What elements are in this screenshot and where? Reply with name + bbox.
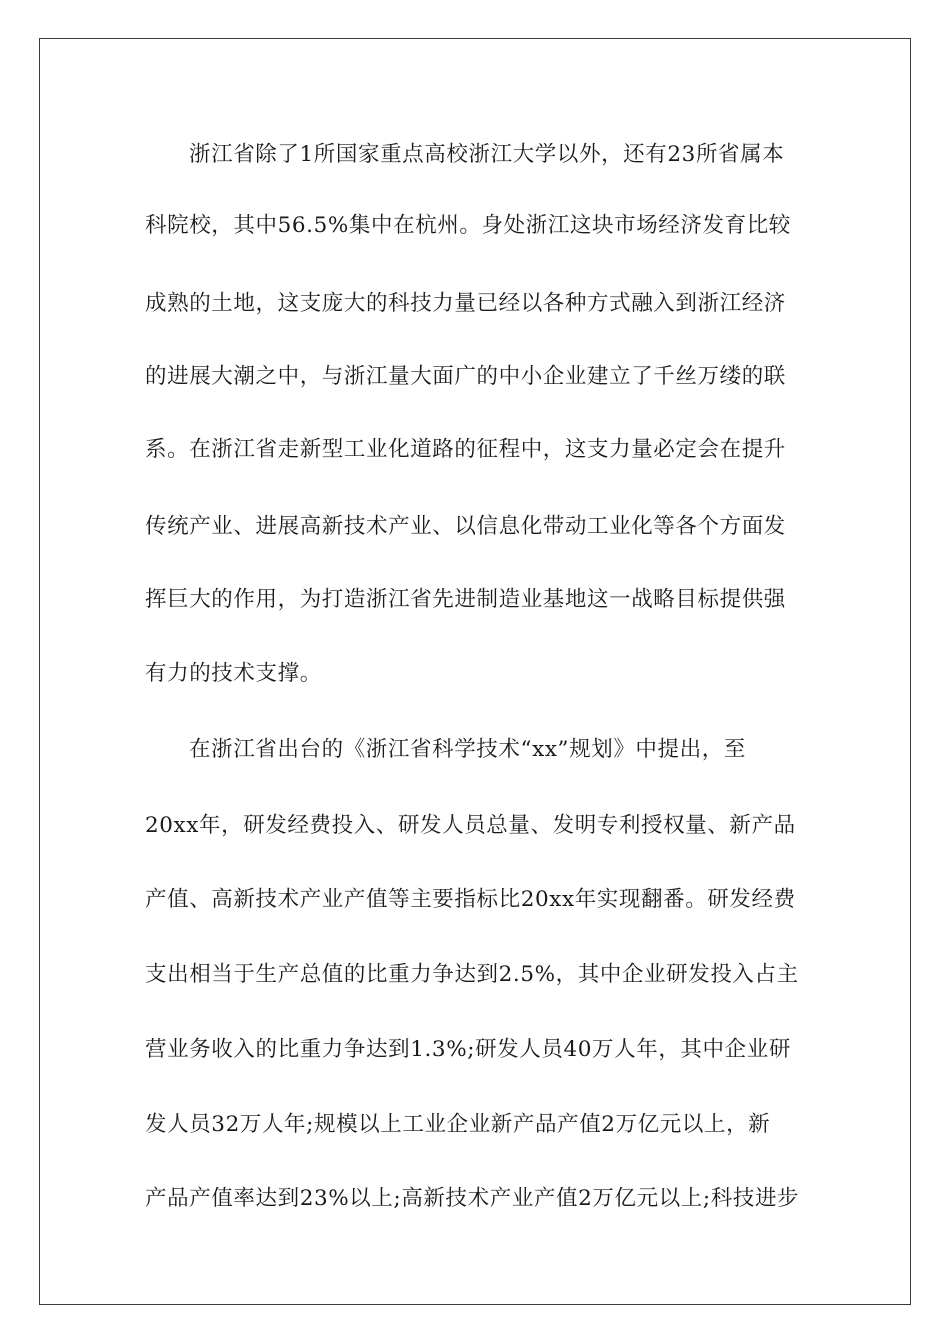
text-line: 产品产值率达到23%以上;高新技术产业产值2万亿元以上;科技进步 — [145, 1186, 800, 1211]
text-line: 科院校，其中56.5%集中在杭州。身处浙江这块市场经济发育比较 — [145, 213, 791, 238]
text-line: 挥巨大的作用，为打造浙江省先进制造业基地这一战略目标提供强 — [145, 587, 786, 612]
text-line: 成熟的土地，这支庞大的科技力量已经以各种方式融入到浙江经济 — [145, 291, 786, 316]
text-line: 传统产业、进展高新技术产业、以信息化带动工业化等各个方面发 — [145, 514, 786, 539]
text-line: 20xx年，研发经费投入、研发人员总量、发明专利授权量、新产品 — [145, 813, 796, 838]
text-line: 有力的技术支撑。 — [145, 661, 322, 686]
text-line: 产值、高新技术产业产值等主要指标比20xx年实现翻番。研发经费 — [145, 887, 796, 912]
text-line: 营业务收入的比重力争达到1.3%;研发人员40万人年，其中企业研 — [145, 1037, 791, 1062]
text-line: 在浙江省出台的《浙江省科学技术“xx”规划》中提出，至 — [189, 737, 746, 762]
text-line: 发人员32万人年;规模以上工业企业新产品产值2万亿元以上，新 — [145, 1112, 771, 1137]
text-line: 支出相当于生产总值的比重力争达到2.5%，其中企业研发投入占主 — [145, 962, 799, 987]
text-line: 系。在浙江省走新型工业化道路的征程中，这支力量必定会在提升 — [145, 437, 786, 462]
text-line: 的进展大潮之中，与浙江量大面广的中小企业建立了千丝万缕的联 — [145, 364, 786, 389]
text-line: 浙江省除了1所国家重点高校浙江大学以外，还有23所省属本 — [189, 142, 785, 167]
